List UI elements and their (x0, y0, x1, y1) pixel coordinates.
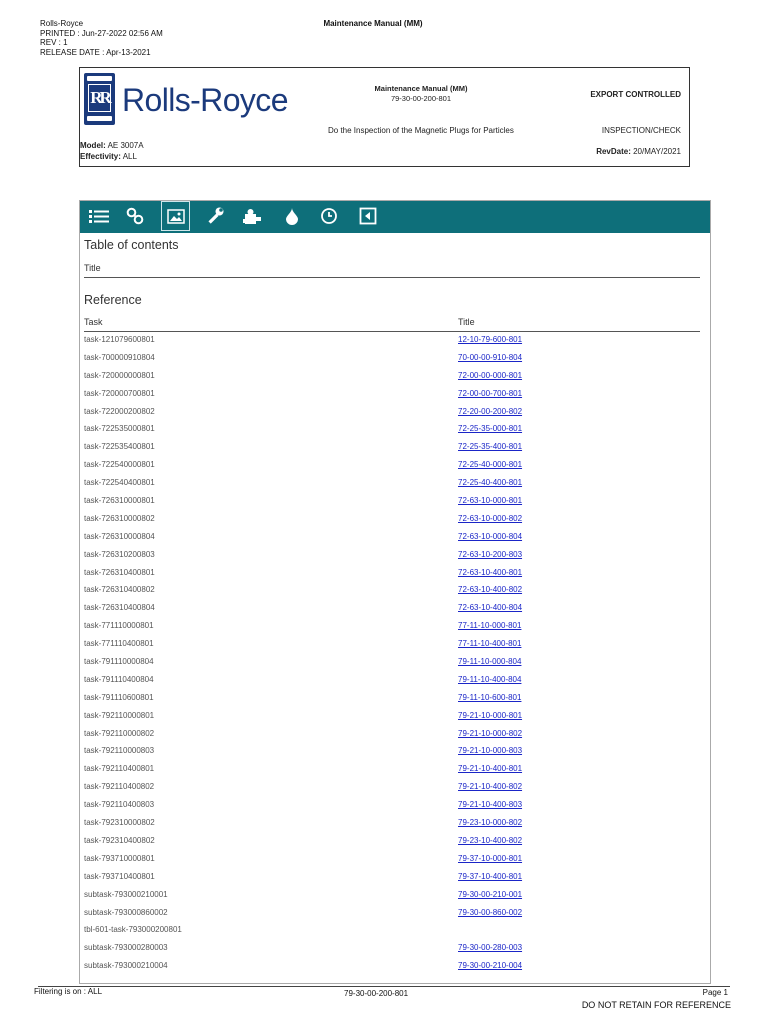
table-row (84, 532, 700, 550)
toolbar-time-button[interactable] (314, 201, 343, 231)
task-title-link[interactable]: 79-30-00-210-004 (458, 961, 523, 971)
task-id: task-720000700801 (84, 388, 155, 398)
table-row (84, 371, 700, 389)
task-title-link[interactable]: 79-23-10-400-802 (458, 835, 523, 845)
task-description: Do the Inspection of the Magnetic Plugs for Particles (328, 126, 514, 135)
table-row (84, 675, 700, 693)
task-title-link[interactable]: 79-30-00-860-002 (458, 907, 523, 917)
table-row (84, 764, 700, 782)
table-row (84, 729, 700, 747)
model-effectivity (80, 141, 144, 162)
task-id: task-791110400804 (84, 674, 154, 684)
task-id: task-792110000802 (84, 728, 155, 738)
task-title-link[interactable]: 79-21-10-000-801 (458, 710, 523, 720)
task-id: task-792310000802 (84, 818, 155, 828)
wrench-icon (206, 207, 224, 225)
table-row (84, 460, 700, 478)
task-title-link[interactable]: 79-11-10-600-801 (458, 692, 522, 702)
task-id: task-792110000803 (84, 746, 155, 756)
toc-title-column: Title (84, 263, 101, 273)
printed-date: PRINTED : Jun-27-2022 02:56 AM (40, 28, 163, 38)
task-id: tbl-601-task-793000200801 (84, 925, 182, 935)
table-row (84, 478, 700, 496)
task-id: task-791110600801 (84, 692, 154, 702)
toolbar-image-button[interactable] (161, 201, 190, 231)
table-row (84, 389, 700, 407)
task-id: task-726310400804 (84, 603, 155, 613)
table-row (84, 800, 700, 818)
task-id: subtask-793000280003 (84, 943, 168, 953)
print-manual-title: Maintenance Manual (MM) (323, 19, 423, 28)
task-title-link[interactable]: 77-11-10-000-801 (458, 621, 522, 631)
task-id: task-726310400802 (84, 585, 155, 595)
task-title-link[interactable]: 79-30-00-210-001 (458, 889, 523, 899)
task-title-link[interactable]: 79-21-10-400-802 (458, 782, 523, 792)
table-row (84, 818, 700, 836)
task-id: task-722535000801 (84, 424, 155, 434)
toc-heading: Table of contents (84, 238, 179, 252)
toolbar-list-button[interactable] (84, 201, 113, 231)
task-title-link[interactable]: 72-63-10-000-801 (458, 496, 523, 506)
release-date: RELEASE DATE : Apr-13-2021 (40, 47, 151, 57)
task-id: task-792110400802 (84, 782, 155, 792)
task-id: task-792110000801 (84, 710, 155, 720)
task-title-link[interactable]: 72-25-40-000-801 (458, 460, 523, 470)
task-id: task-792110400803 (84, 800, 155, 810)
task-id: task-722000200802 (84, 406, 155, 416)
task-id: task-720000000801 (84, 370, 155, 380)
task-title-link[interactable]: 79-37-10-000-801 (458, 853, 523, 863)
rev-date (596, 147, 681, 156)
print-manual-title-wrap (0, 19, 768, 28)
task-id: task-700000910804 (84, 352, 155, 362)
rr-badge-icon: RR (84, 73, 115, 125)
reference-title-column: Title (458, 317, 475, 327)
task-id: task-726310000801 (84, 496, 155, 506)
table-row (84, 442, 700, 460)
task-id: task-722540400801 (84, 478, 155, 488)
print-company: Rolls-Royce (40, 19, 84, 28)
export-controlled: EXPORT CONTROLLED (590, 90, 681, 99)
reference-task-column: Task (84, 317, 103, 327)
model-value: AE 3007A (107, 141, 144, 150)
clock-icon (320, 207, 338, 225)
task-id: task-793710000801 (84, 853, 155, 863)
task-id: task-792310400802 (84, 835, 155, 845)
task-title-link[interactable]: 79-21-10-400-803 (458, 800, 523, 810)
task-id: task-726310400801 (84, 567, 155, 577)
table-row (84, 943, 700, 961)
reference-heading: Reference (84, 293, 142, 307)
task-title-link[interactable]: 72-63-10-400-802 (458, 585, 523, 595)
table-row (84, 872, 700, 890)
task-id: subtask-793000860002 (84, 907, 168, 917)
task-id: task-793710400801 (84, 871, 155, 881)
task-id: task-722540000801 (84, 460, 155, 470)
task-id: task-726310000802 (84, 513, 155, 523)
task-title-link[interactable]: 72-63-10-400-804 (458, 603, 523, 613)
toc-divider (84, 277, 700, 278)
task-id: task-726310200803 (84, 549, 155, 559)
revdate-value: 20/MAY/2021 (633, 147, 681, 156)
header-manual-title: Maintenance Manual (MM) (374, 84, 468, 93)
task-title-link[interactable]: 72-63-10-000-802 (458, 513, 523, 523)
table-row (84, 639, 700, 657)
task-title-link[interactable]: 79-21-10-000-803 (458, 746, 523, 756)
list-icon (89, 208, 109, 224)
revdate-label: RevDate: (596, 147, 631, 156)
task-title-link[interactable]: 72-20-00-200-802 (458, 406, 523, 416)
task-title-link[interactable]: 72-63-10-400-801 (458, 567, 523, 577)
task-type: INSPECTION/CHECK (601, 126, 681, 135)
table-row (84, 961, 700, 979)
table-row (84, 603, 700, 621)
table-row (84, 407, 700, 425)
effectivity-label: Effectivity: (80, 151, 121, 161)
task-title-link[interactable]: 79-21-10-000-802 (458, 728, 523, 738)
table-row (84, 621, 700, 639)
task-id: task-792110400801 (84, 764, 155, 774)
link-icon (126, 207, 144, 225)
table-row (84, 925, 700, 943)
task-title-link[interactable]: 72-63-10-000-804 (458, 531, 523, 541)
document-header (79, 67, 690, 167)
toolbar-back-button[interactable] (353, 201, 382, 231)
back-icon (359, 207, 377, 225)
table-row (84, 836, 700, 854)
task-title-link[interactable]: 79-37-10-400-801 (458, 871, 523, 881)
table-row (84, 657, 700, 675)
filtering-status: Filtering is on : ALL (34, 987, 103, 996)
task-title-link[interactable]: 79-21-10-400-801 (458, 764, 523, 774)
task-title-link[interactable]: 72-25-35-000-801 (458, 424, 523, 434)
table-row (84, 585, 700, 603)
table-row (84, 353, 700, 371)
toolbar (80, 201, 710, 233)
table-row (84, 496, 700, 514)
task-title-link[interactable]: 72-25-40-400-801 (458, 478, 523, 488)
task-title-link[interactable]: 79-30-00-280-003 (458, 943, 523, 953)
task-title-link[interactable]: 12-10-79-600-801 (458, 335, 523, 344)
rolls-royce-logo (84, 73, 302, 127)
effectivity-value: ALL (122, 151, 137, 161)
logo-wordmark: Rolls-Royce (122, 82, 288, 118)
task-id: subtask-793000210001 (84, 889, 168, 899)
table-row (84, 746, 700, 764)
task-title-link[interactable]: 79-11-10-000-804 (458, 657, 522, 667)
toolbar-wrench-button[interactable] (200, 201, 229, 231)
table-row (84, 854, 700, 872)
table-row (84, 711, 700, 729)
task-title-link[interactable]: 77-11-10-400-801 (458, 639, 522, 649)
table-row (84, 335, 700, 353)
table-row (84, 693, 700, 711)
table-row (84, 908, 700, 926)
toolbar-parts-button[interactable] (238, 201, 267, 231)
header-manual-block (331, 84, 511, 104)
header-task-number: 79-30-00-200-801 (390, 94, 452, 103)
retention-warning: DO NOT RETAIN FOR REFERENCE (581, 1000, 731, 1010)
task-id: task-771110000801 (84, 621, 154, 631)
task-id: task-722535400801 (84, 442, 155, 452)
drop-icon (285, 207, 299, 225)
table-row (84, 514, 700, 532)
content-panel (79, 200, 711, 984)
task-title-link[interactable]: 79-11-10-400-804 (458, 674, 522, 684)
revision: REV : 1 (40, 38, 68, 47)
reference-table (84, 335, 700, 979)
task-id: task-791110000804 (84, 657, 154, 667)
task-id: task-121079600801 (84, 335, 155, 344)
table-row (84, 890, 700, 908)
task-id: task-771110400801 (84, 639, 154, 649)
reference-divider (84, 331, 700, 332)
task-title-link[interactable]: 72-63-10-200-803 (458, 549, 523, 559)
footer-divider (38, 986, 730, 987)
table-row (84, 424, 700, 442)
task-id: task-726310000804 (84, 531, 155, 541)
task-title-link[interactable]: 72-25-35-400-801 (458, 442, 523, 452)
puzzle-icon (243, 207, 263, 225)
table-row (84, 550, 700, 568)
page-number: Page 1 (702, 988, 728, 997)
task-title-link[interactable]: 79-23-10-000-802 (458, 818, 523, 828)
toolbar-link-button[interactable] (120, 201, 149, 231)
task-title-link[interactable]: 72-00-00-700-801 (458, 388, 523, 398)
table-row (84, 568, 700, 586)
toolbar-consumables-button[interactable] (277, 201, 306, 231)
task-title-link[interactable]: 72-00-00-000-801 (458, 370, 523, 380)
task-id: subtask-793000210004 (84, 961, 168, 971)
image-icon (167, 209, 185, 224)
task-title-link[interactable]: 70-00-00-910-804 (458, 352, 523, 362)
footer-task-number: 79-30-00-200-801 (344, 989, 409, 998)
table-row (84, 782, 700, 800)
model-label: Model: (80, 141, 106, 150)
